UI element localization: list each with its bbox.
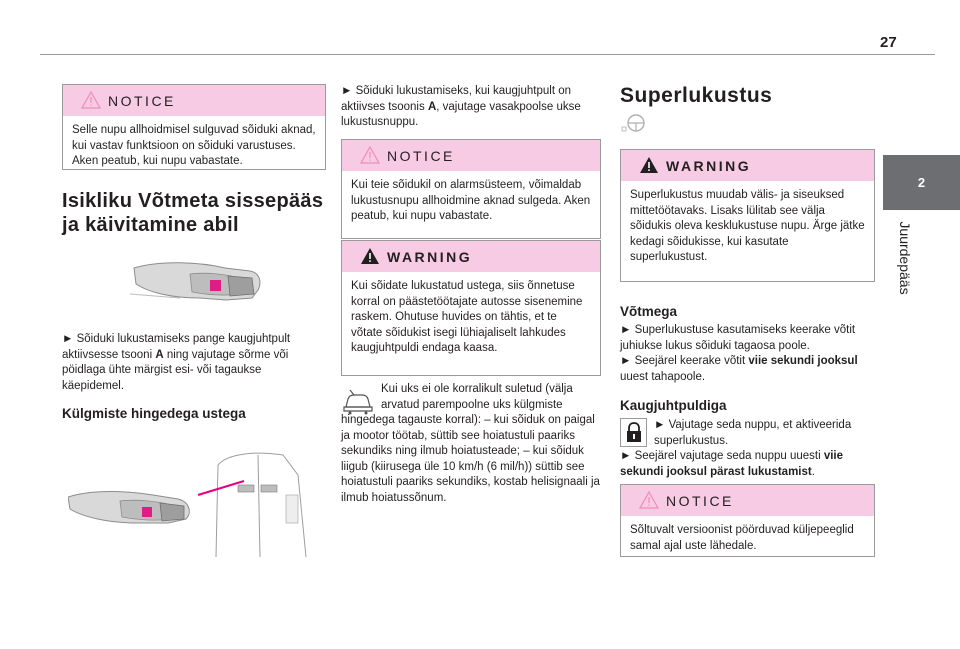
van-rear-illustration — [68, 445, 308, 560]
lock-instruction-paragraph — [62, 332, 322, 394]
key-heading-wrap — [620, 304, 677, 319]
lock-instruction-text: ► Sõiduki lukustamiseks pange kaugjuhtpult aktiivsesse tsooni — [62, 333, 291, 361]
warning-title: WARNING — [666, 157, 752, 174]
warning-header — [621, 150, 874, 181]
notice-text: Kui teie sõidukil on alarmsüsteem, võimaldab lukustusnupu allhoidmine aknad sulgeda. Aken peatub, kui nupu vabastate. — [351, 179, 591, 222]
padlock-icon — [625, 422, 643, 444]
remote-lock-text: ► Sõiduki lukustamiseks, kui kaugjuhtpult on aktiivses tsoonis — [341, 85, 571, 113]
notice-title: NOTICE — [666, 492, 734, 509]
side-hinged-subheading-wrap — [62, 406, 324, 421]
warning-text: Superlukustus muudab välis- ja siseuksed mittetöötavaks. Lisaks lülitab see välja sõidukis oleva kesklukustuse nupu. Ärge jätke kedagi sõidukisse, kui kasutate superlukustust. — [630, 189, 865, 263]
steering-wheel-icon — [620, 113, 652, 133]
zone-label: A — [155, 348, 164, 361]
warning-box-2 — [620, 149, 875, 282]
door-warning-text: hingedega tagauste korral): – kui sõiduk on paigal ja mootor töötab, süttib see hoiatustuli paariks sekundiks ning ilmub hoiatusteade; – kui sõiduk liigub (kiirusega üle 10 km/h (6 mil/h)) süttib see hoiatustuli paariks sekundiks, kostab helisignaali ja ilmub hoiatussõnum. — [341, 414, 600, 504]
remote-lock-button-icon — [620, 418, 647, 447]
chapter-tab-label-text: Juurdepääs — [897, 221, 913, 295]
notice-text: Sõltuvalt versioonist pöörduvad küljepeeglid samal ajal uste lähedale. — [630, 524, 854, 552]
superlock-title: Superlukustus — [620, 84, 773, 107]
warning-triangle-icon — [360, 247, 380, 265]
side-hinged-subheading: Külgmiste hingedega ustega — [62, 406, 246, 421]
remote-line-2-end: . — [811, 465, 815, 478]
remote-lock-paragraph — [341, 84, 603, 131]
key-line-2-text: ► Seejärel keerake võtit — [620, 355, 749, 367]
notice-header — [63, 85, 325, 116]
warning-text: Kui sõidate lukustatud ustega, siis õnnetuse korral on päästetöötajate autosse sisenemine raskem. Ohutuse huvides on tähtis, et te võtate sõidukist isegi lühiajaliselt lahkudes kaugjuhtpuldi endaga kaasa. — [351, 280, 583, 354]
remote-heading: Kaugjuhtpuldiga — [620, 398, 727, 413]
notice-box-1 — [62, 84, 326, 170]
notice-header — [621, 485, 874, 516]
chapter-tab-label — [893, 218, 917, 298]
notice-triangle-icon — [360, 146, 380, 164]
notice-title: NOTICE — [108, 92, 176, 109]
warning-header — [342, 241, 600, 272]
notice-title: NOTICE — [387, 147, 455, 164]
remote-heading-wrap — [620, 398, 726, 413]
warning-box-1 — [341, 240, 601, 376]
remote-line-1: ► Vajutage seda nuppu, et aktiveerida superlukustus. — [654, 419, 852, 447]
notice-text: Selle nupu allhoidmisel sulguvad sõiduki aknad, kui vastav funktsioon on sõiduki varustuses. Aken peatub, kui nupu vabastate. — [72, 124, 316, 167]
notice-triangle-icon — [639, 491, 659, 509]
key-line-1: ► Superlukustuse kasutamiseks keerake võtit juhiukse lukus sõiduki tagaosa poole. — [620, 324, 856, 352]
page-number: 27 — [880, 34, 897, 51]
key-heading: Võtmega — [620, 304, 678, 319]
key-instructions — [620, 323, 875, 385]
door-handle-illustration — [130, 254, 265, 312]
chapter-tab[interactable] — [883, 155, 960, 210]
section-heading — [62, 189, 324, 237]
notice-triangle-icon — [81, 91, 101, 109]
car-door-open-icon — [342, 389, 374, 415]
warning-triangle-icon — [639, 156, 659, 174]
remote-line-2 — [620, 449, 875, 480]
key-line-2 — [620, 354, 875, 385]
notice-box-3 — [620, 484, 875, 557]
remote-lock-text-end: , vajutage vasakpoolse ukse lukustusnuppu. — [341, 100, 581, 128]
zone-label-2: A — [427, 100, 437, 113]
lock-instruction-text-end: ning vajutage sõrme või pöidlaga ühte märgist esi- või tagaukse käepidemel. — [62, 348, 289, 392]
keyless-entry-heading: Isikliku Võtmeta sissepääs ja käivitamine abil — [62, 190, 324, 236]
notice-box-2 — [341, 139, 601, 239]
key-line-2-bold: viie sekundi jooksul — [748, 355, 858, 367]
key-line-2-end: uuest tahapoole. — [620, 370, 706, 383]
superlock-title-wrap — [620, 84, 772, 108]
door-warning-first-lines: Kui uks ei ole korralikult suletud (välja arvatud parempoolne uks külgmiste — [381, 383, 573, 411]
chapter-tab-number: 2 — [917, 175, 926, 190]
remote-line-2-bold: viie sekundi jooksul pärast lukustamist — [620, 450, 844, 478]
remote-line-2-text: ► Seejärel vajutage seda nuppu uuesti — [620, 450, 824, 462]
header-rule — [40, 54, 935, 55]
warning-title: WARNING — [387, 248, 473, 265]
notice-header — [342, 140, 600, 171]
